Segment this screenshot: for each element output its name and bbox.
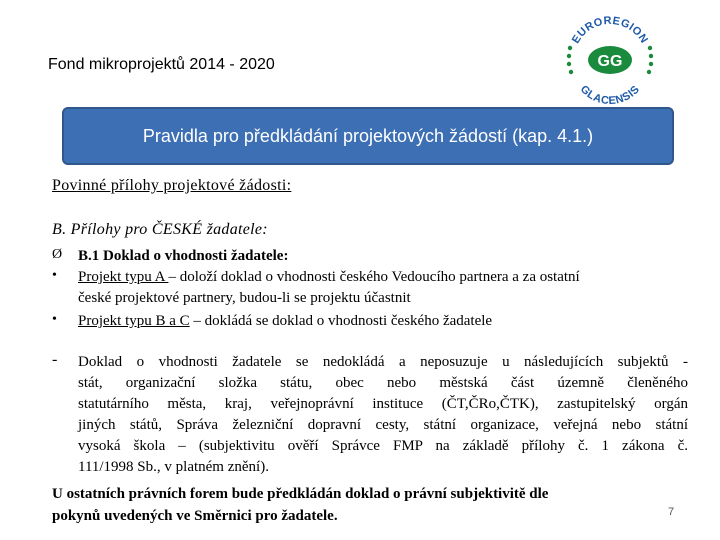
sub-heading: B. Přílohy pro ČESKÉ žadatele: bbox=[52, 221, 268, 238]
bullet-icon: • bbox=[52, 312, 57, 327]
project-type-bc-label: Projekt typu B a C bbox=[78, 313, 190, 329]
closing-line: pokynů uvedených ve Směrnici pro žadatele. bbox=[52, 508, 338, 524]
b1-title: B.1 Doklad o vhodnosti žadatele: bbox=[78, 248, 289, 264]
page-number: 7 bbox=[668, 506, 675, 518]
paragraph-line: statutárního města, kraj, veřejnoprávní instituce (ČT,ČRo,ČTK), zastupitelský orgán bbox=[78, 396, 688, 412]
paragraph-line: vysoká škola – (subjektivitu ověří Správce FMP na základě přílohy č. 1 zákona č. bbox=[78, 438, 688, 454]
bullet-item-text: – doloží doklad o vhodnosti českého Vedoucího partnera a za ostatní bbox=[168, 269, 580, 285]
dash-bullet-icon: - bbox=[52, 351, 58, 368]
section-heading: Povinné přílohy projektové žádosti: bbox=[52, 177, 292, 194]
bullet-item-text-cont: české projektové partnery, budou-li se projektu účastnit bbox=[78, 290, 411, 306]
closing-line: U ostatních právních forem bude předkládán doklad o právní subjektivitě dle bbox=[52, 486, 549, 502]
bullet-item-type-bc bbox=[78, 311, 688, 332]
banner-text: Pravidla pro předkládání projektových žádostí (kap. 4.1.) bbox=[142, 125, 594, 146]
logo-top-text: EUROREGION bbox=[569, 14, 651, 46]
svg-text:GLACENSIS bbox=[578, 83, 642, 107]
section-banner bbox=[62, 107, 674, 165]
paragraph-line: stát, organizační složka státu, obec nebo městská část územně členěného bbox=[78, 375, 688, 391]
euroregion-glacensis-logo bbox=[560, 8, 660, 108]
logo-mark: GG bbox=[597, 53, 623, 70]
logo-bottom-text: GLACENSIS bbox=[577, 83, 643, 108]
svg-text:EUROREGION bbox=[570, 15, 650, 46]
bullet-icon: • bbox=[52, 268, 57, 283]
bullet-item-text: – dokládá se doklad o vhodnosti českého žadatele bbox=[189, 313, 493, 329]
bullet-item-type-a bbox=[78, 267, 688, 309]
project-type-a-label: Projekt typu A bbox=[78, 269, 169, 285]
paragraph-line: 111/1998 Sb., v platném znění). bbox=[78, 459, 269, 475]
closing-note bbox=[52, 483, 662, 527]
paragraph-line: Doklad o vhodnosti žadatele se nedokládá a neposuzuje u následujících subjektů - bbox=[78, 354, 688, 370]
header-title: Fond mikroprojektů 2014 - 2020 bbox=[48, 56, 275, 73]
arrow-bullet-icon: Ø bbox=[52, 247, 63, 262]
paragraph-line: jiných států, Správa železniční dopravní cesty, státní organizace, veřejná nebo státní bbox=[78, 417, 688, 433]
dash-item-paragraph bbox=[78, 352, 688, 478]
